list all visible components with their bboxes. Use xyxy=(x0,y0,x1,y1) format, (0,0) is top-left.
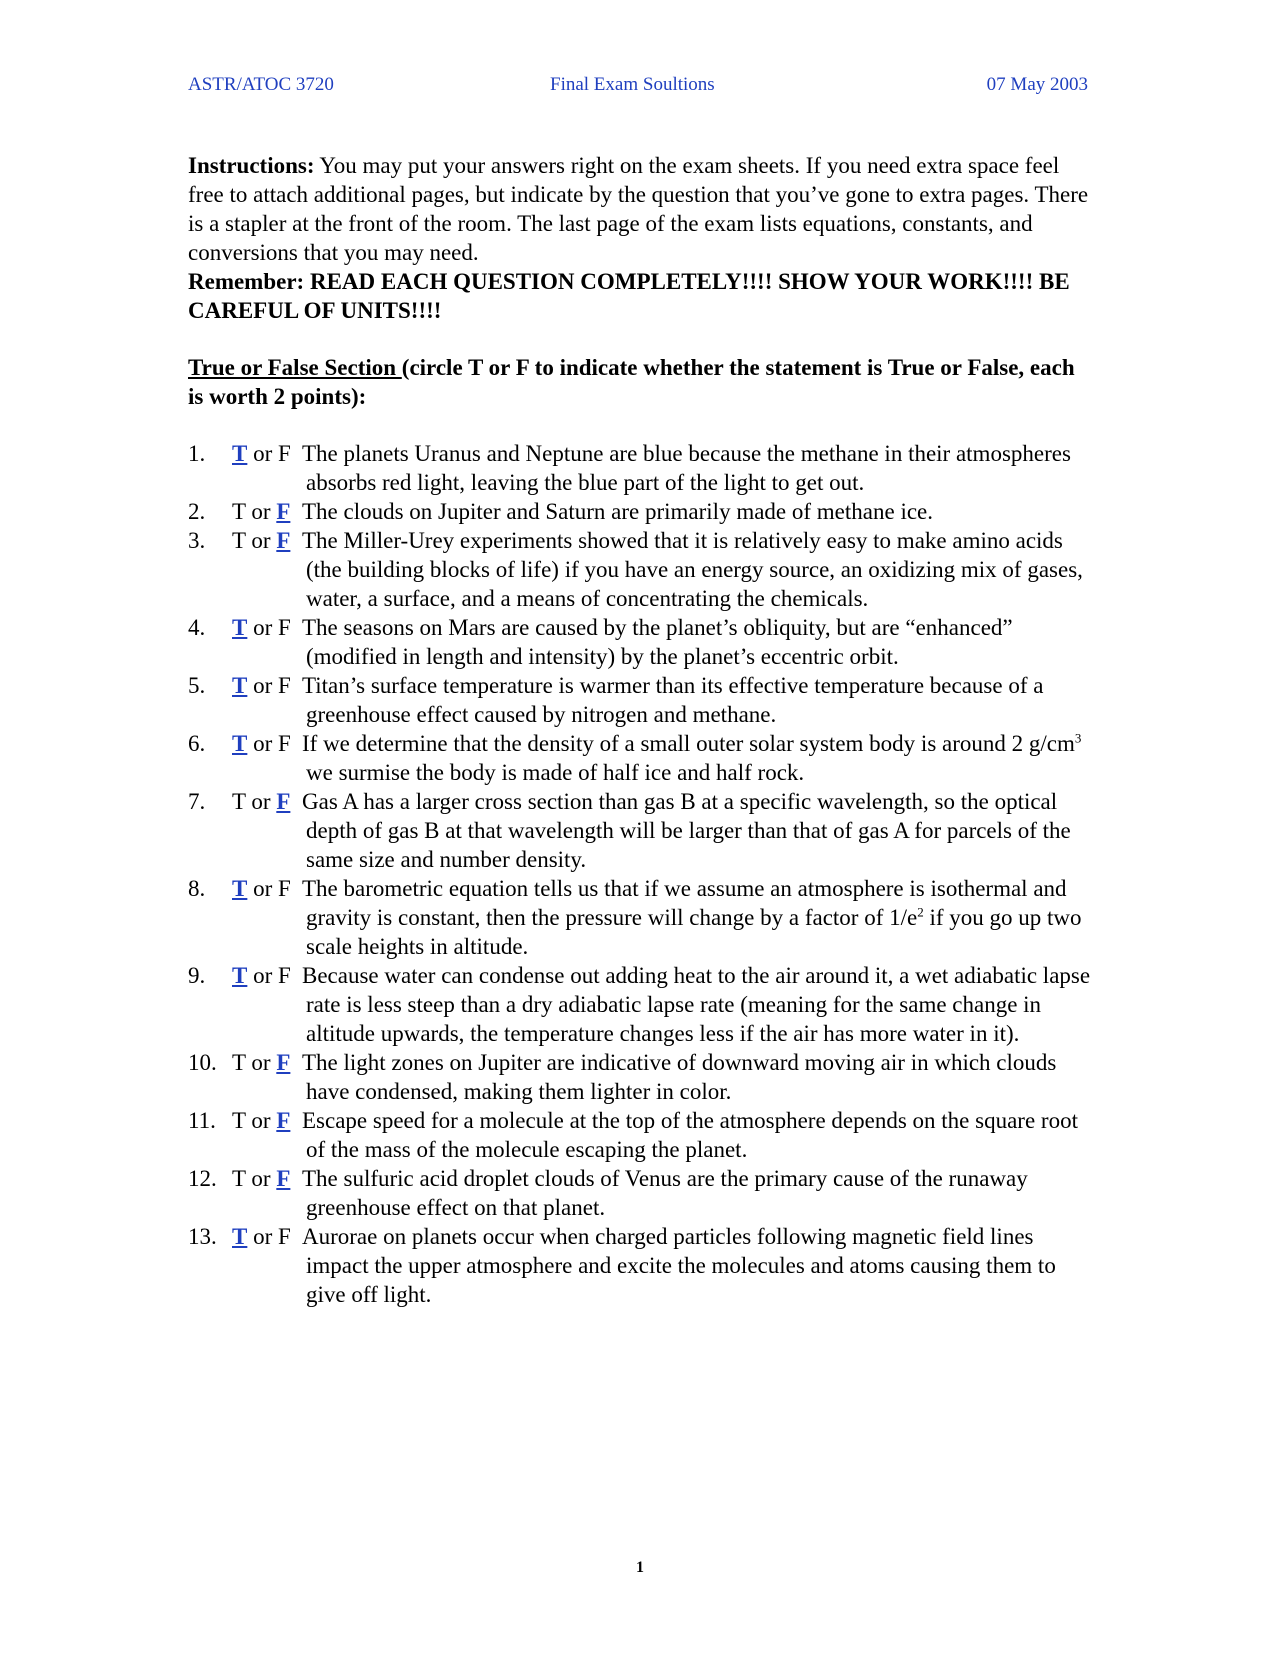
instructions-block xyxy=(188,151,1093,325)
question-item xyxy=(188,497,1098,526)
question-text: The planets Uranus and Neptune are blue because the methane in their atmospheres absorbs red light, leaving the blue part of the light to get out. xyxy=(302,441,1071,495)
remember-note: Remember: READ EACH QUESTION COMPLETELY!!!! SHOW YOUR WORK!!!! BE CAREFUL OF UNITS!!!! xyxy=(188,269,1070,323)
or-text: or xyxy=(245,789,277,814)
true-false-choice xyxy=(232,1048,290,1077)
question-text: The Miller-Urey experiments showed that it is relatively easy to make amino acids (the building blocks of life) if you have an energy source, an oxidizing mix of gases, water, a surface, and a means of concentrating the chemicals. xyxy=(302,528,1083,611)
page-header xyxy=(188,74,1088,100)
question-number: 3. xyxy=(188,528,206,553)
document-title: Final Exam Soultions xyxy=(550,74,715,95)
question-item xyxy=(188,1106,1098,1164)
false-option: F xyxy=(276,1108,291,1133)
question-text: The seasons on Mars are caused by the planet’s obliquity, but are “enhanced” (modified in length and intensity) by the planet’s eccentric orbit. xyxy=(302,615,1013,669)
question-item xyxy=(188,439,1098,497)
question-text: Aurorae on planets occur when charged particles following magnetic field lines impact the upper atmosphere and excite the molecules and atoms causing them to give off light. xyxy=(302,1224,1056,1307)
question-item xyxy=(188,526,1098,613)
true-option: T xyxy=(232,1108,246,1133)
question-item xyxy=(188,1048,1098,1106)
question-item xyxy=(188,613,1098,671)
question-number: 13. xyxy=(188,1224,217,1249)
true-option: T xyxy=(232,528,246,553)
question-text: Escape speed for a molecule at the top of the atmosphere depends on the square root of the mass of the molecule escaping the planet. xyxy=(302,1108,1078,1162)
false-option: F xyxy=(278,615,291,640)
or-text: or xyxy=(247,963,279,988)
true-option: T xyxy=(232,1050,246,1075)
instructions-label: Instructions: xyxy=(188,153,315,178)
question-text-part: if you go up two scale heights in altitude. xyxy=(306,905,1082,959)
question-text: The sulfuric acid droplet clouds of Venus are the primary cause of the runaway greenhouse effect on that planet. xyxy=(302,1166,1028,1220)
true-option: T xyxy=(232,441,248,466)
false-option: F xyxy=(278,731,291,756)
question-number: 7. xyxy=(188,789,206,814)
course-code: ASTR/ATOC 3720 xyxy=(188,74,334,95)
true-option: T xyxy=(232,1224,248,1249)
true-false-choice xyxy=(232,787,290,816)
section-subtitle: (circle T or F to indicate whether the statement is True or False, each is worth 2 points): xyxy=(188,355,1075,409)
true-false-choice xyxy=(232,961,291,990)
question-item xyxy=(188,874,1098,961)
question-number: 9. xyxy=(188,963,206,988)
or-text: or xyxy=(247,615,279,640)
false-option: F xyxy=(278,441,291,466)
or-text: or xyxy=(245,1050,277,1075)
false-option: F xyxy=(276,528,291,553)
exam-date: 07 May 2003 xyxy=(986,74,1088,95)
question-number: 11. xyxy=(188,1108,216,1133)
instructions-text: You may put your answers right on the exam sheets. If you need extra space feel free to attach additional pages, but indicate by the question that you’ve gone to extra pages. There is a stapler at the front of the room. The last page of the exam lists equations, constants, and conversions that you may need. xyxy=(188,153,1089,265)
question-item xyxy=(188,1164,1098,1222)
question-text: The clouds on Jupiter and Saturn are primarily made of methane ice. xyxy=(302,499,934,524)
or-text: or xyxy=(245,1166,277,1191)
true-false-choice xyxy=(232,729,291,758)
superscript: 2 xyxy=(917,904,924,920)
true-false-choice xyxy=(232,1106,290,1135)
question-number: 6. xyxy=(188,731,206,756)
question-text: Because water can condense out adding heat to the air around it, a wet adiabatic lapse rate is less steep than a dry adiabatic lapse rate (meaning for the same change in altitude upwards, the temperature changes less if the air has more water in it). xyxy=(302,963,1091,1046)
false-option: F xyxy=(278,1224,291,1249)
question-text-part: If we determine that the density of a small outer solar system body is around 2 g/cm xyxy=(302,731,1075,756)
false-option: F xyxy=(276,499,291,524)
false-option: F xyxy=(276,1166,291,1191)
false-option: F xyxy=(276,789,291,814)
question-list xyxy=(188,439,1098,1309)
question-item xyxy=(188,671,1098,729)
or-text: or xyxy=(247,441,279,466)
true-option: T xyxy=(232,731,248,756)
instructions-paragraph xyxy=(188,151,1093,267)
false-option: F xyxy=(276,1050,291,1075)
true-false-choice xyxy=(232,526,290,555)
or-text: or xyxy=(245,499,277,524)
question-text xyxy=(302,874,1098,961)
false-option: F xyxy=(278,673,291,698)
question-text: Titan’s surface temperature is warmer than its effective temperature because of a greenhouse effect caused by nitrogen and methane. xyxy=(302,673,1044,727)
question-item xyxy=(188,729,1098,787)
question-number: 4. xyxy=(188,615,206,640)
question-number: 10. xyxy=(188,1050,217,1075)
or-text: or xyxy=(247,876,279,901)
superscript: 3 xyxy=(1074,730,1082,746)
question-text-part: we surmise the body is made of half ice and half rock. xyxy=(306,760,805,785)
true-false-choice xyxy=(232,874,291,903)
true-false-choice xyxy=(232,671,291,700)
true-false-choice xyxy=(232,613,291,642)
question-text xyxy=(302,729,1098,787)
question-item xyxy=(188,961,1098,1048)
false-option: F xyxy=(278,963,291,988)
or-text: or xyxy=(245,528,277,553)
question-text-part: The barometric equation tells us that if we assume an atmosphere is isothermal and gravity is constant, then the pressure will change by a factor of 1/e xyxy=(302,876,1067,930)
question-number: 12. xyxy=(188,1166,217,1191)
true-false-choice xyxy=(232,1164,290,1193)
question-number: 8. xyxy=(188,876,206,901)
or-text: or xyxy=(247,673,279,698)
true-option: T xyxy=(232,963,248,988)
true-option: T xyxy=(232,789,246,814)
question-item xyxy=(188,787,1098,874)
section-title: True or False Section xyxy=(188,355,402,380)
false-option: F xyxy=(278,876,291,901)
true-option: T xyxy=(232,1166,246,1191)
section-heading xyxy=(188,353,1093,411)
true-false-choice xyxy=(232,497,290,526)
or-text: or xyxy=(245,1108,277,1133)
true-option: T xyxy=(232,615,248,640)
question-number: 5. xyxy=(188,673,206,698)
question-item xyxy=(188,1222,1098,1309)
question-number: 1. xyxy=(188,441,206,466)
question-text: The light zones on Jupiter are indicative of downward moving air in which clouds have condensed, making them lighter in color. xyxy=(302,1050,1057,1104)
true-false-choice xyxy=(232,1222,291,1251)
or-text: or xyxy=(247,1224,279,1249)
page-number: 1 xyxy=(636,1559,644,1576)
true-false-choice xyxy=(232,439,291,468)
true-option: T xyxy=(232,499,246,524)
or-text: or xyxy=(247,731,279,756)
question-text: Gas A has a larger cross section than gas B at a specific wavelength, so the optical depth of gas B at that wavelength will be larger than that of gas A for parcels of the same size and number density. xyxy=(302,789,1071,872)
true-option: T xyxy=(232,673,248,698)
true-option: T xyxy=(232,876,248,901)
question-number: 2. xyxy=(188,499,206,524)
